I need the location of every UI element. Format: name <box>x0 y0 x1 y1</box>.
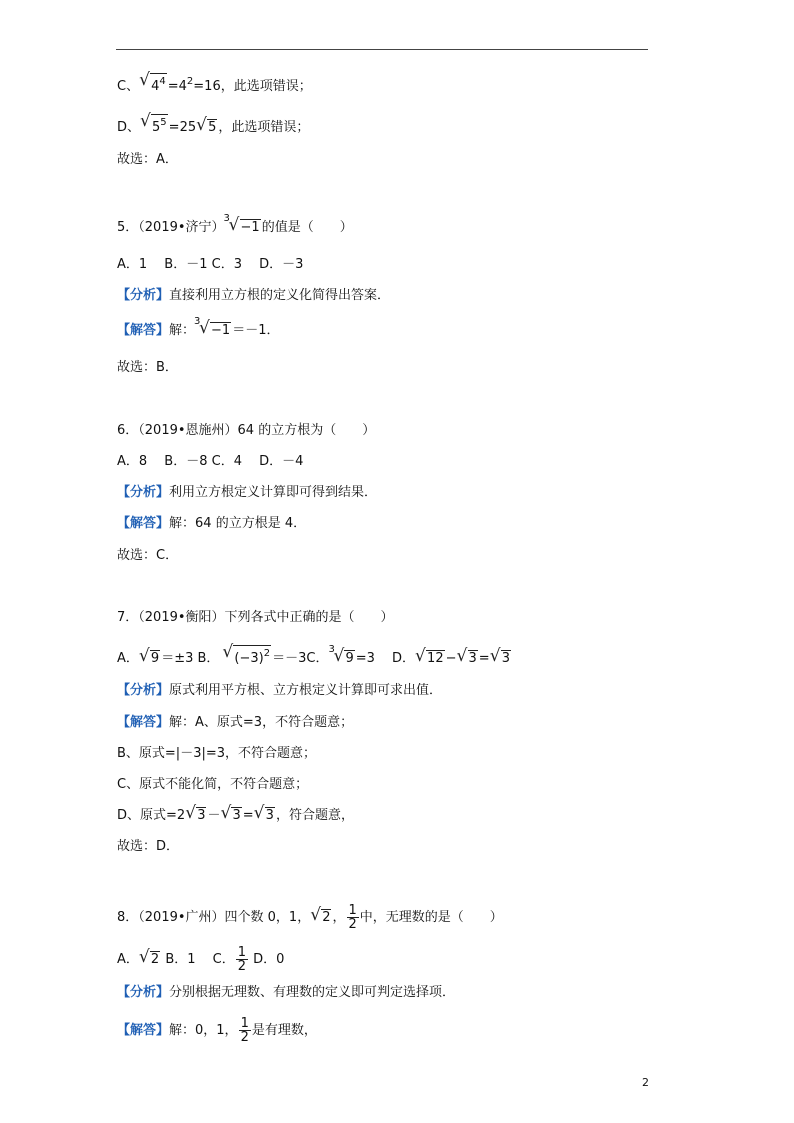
answer-line: 故选：D． <box>117 839 180 854</box>
operator: = <box>242 808 254 823</box>
cbrt-expression: 3 √ 9 <box>328 644 354 666</box>
solution-text: 解：A、原式=3，不符合题意； <box>169 715 354 730</box>
sqrt-expression: √ 2 <box>310 905 331 925</box>
question-5-options: A．1 B．－1 C．3 D．－3 <box>117 257 304 272</box>
solution-line <box>117 1016 317 1045</box>
solution-text: ＝－1． <box>232 323 280 338</box>
question-8 <box>117 903 503 932</box>
option-label: A． <box>117 952 139 967</box>
operator: − <box>445 651 457 666</box>
sqrt-expression: √ 5 <box>196 115 217 135</box>
analysis-line <box>117 681 442 703</box>
answer-line: 故选：B． <box>117 360 178 375</box>
analysis-text: 分别根据无理数、有理数的定义即可判定选择项． <box>169 985 456 1000</box>
solution-tag: 【解答】 <box>117 516 170 531</box>
sqrt-expression: √ 3 <box>456 646 477 666</box>
question-text: 8．（2019•广州）四个数 0，1， <box>117 910 311 925</box>
question-7-options <box>117 642 512 667</box>
option-label: D、 <box>117 120 141 135</box>
option-c-line <box>117 72 312 94</box>
cbrt-expression: 3 √ −1 <box>223 213 260 235</box>
solution-line <box>117 316 280 343</box>
analysis-tag: 【分析】 <box>117 288 170 303</box>
sqrt-expression: √ 3 <box>489 646 510 666</box>
sqrt-expression: √ 3 <box>185 803 206 823</box>
solution-line: B、原式=|－3|=3，不符合题意； <box>117 746 317 761</box>
analysis-line <box>117 483 377 505</box>
sqrt-expression: √ 3 <box>220 803 241 823</box>
question-6-options: A．8 B．－8 C．4 D．－4 <box>117 454 304 469</box>
equation-text: =25 <box>168 120 197 135</box>
option-text: D．0 <box>249 952 285 967</box>
sqrt-expression: √ 2 <box>138 947 160 967</box>
exponent: 2 <box>186 76 194 87</box>
solution-text: D、原式=2 <box>117 808 186 823</box>
question-7: 7．（2019•衡阳）下列各式中正确的是（ ） <box>117 610 394 625</box>
question-5 <box>117 213 353 240</box>
solution-line <box>117 803 354 828</box>
question-text: 5．（2019•济宁） <box>117 220 225 235</box>
analysis-line <box>117 983 455 1005</box>
solution-text: 解： <box>169 323 196 338</box>
solution-text: 是有理数， <box>251 1023 317 1038</box>
solution-text: 解：0，1， <box>169 1023 238 1038</box>
solution-line: C、原式不能化简，不符合题意； <box>117 777 309 792</box>
option-text: ＝±3 B． <box>161 651 220 666</box>
answer-line: 故选：C． <box>117 548 179 563</box>
header-rule <box>116 49 648 50</box>
analysis-tag: 【分析】 <box>117 485 170 500</box>
fraction: $\frac{1}{2}$ <box>348 903 357 932</box>
analysis-line <box>117 286 390 308</box>
exponent: 4 <box>159 76 166 87</box>
option-d-line <box>117 111 310 136</box>
analysis-text: 直接利用立方根的定义化简得出答案． <box>169 288 391 303</box>
sqrt-expression: √ $5^5$ <box>140 111 167 135</box>
solution-text: 解：64 的立方根是 4． <box>169 516 307 531</box>
option-text: ＝－3C． <box>272 651 329 666</box>
solution-text: ，符合题意， <box>275 808 354 823</box>
sqrt-expression: √ 3 <box>253 803 274 823</box>
option-text: B．1 C． <box>161 952 235 967</box>
question-text: 中，无理数的是（ ） <box>359 910 503 925</box>
question-6: 6．（2019•恩施州）64 的立方根为（ ） <box>117 423 376 438</box>
sqrt-expression: √ $(-3)^2$ <box>222 642 271 666</box>
equation-text: =4 <box>167 79 187 94</box>
separator: ， <box>332 910 346 925</box>
exponent: 5 <box>160 117 167 128</box>
solution-line <box>117 514 306 536</box>
solution-tag: 【解答】 <box>117 323 170 338</box>
exponent: 2 <box>263 648 271 659</box>
cbrt-expression: 3 √ −1 <box>194 316 231 338</box>
option-label: C、 <box>117 79 140 94</box>
radicand: 4 <box>151 79 160 94</box>
operator: － <box>207 808 221 823</box>
statement-text: =16，此选项错误； <box>193 79 312 94</box>
sqrt-expression: √ 12 <box>415 646 444 666</box>
solution-line <box>117 713 353 735</box>
page-number: 2 <box>642 1076 649 1089</box>
radicand: 5 <box>152 120 161 135</box>
solution-tag: 【解答】 <box>117 715 170 730</box>
radicand: (−3) <box>234 651 264 666</box>
answer-line: 故选：A． <box>117 152 178 167</box>
analysis-text: 利用立方根定义计算即可得到结果． <box>169 485 378 500</box>
option-text: =3 D． <box>355 651 416 666</box>
question-text: 的值是（ ） <box>261 220 353 235</box>
fraction: $\frac{1}{2}$ <box>237 945 247 974</box>
fraction: $\frac{1}{2}$ <box>240 1016 249 1045</box>
statement-text: ，此选项错误； <box>218 120 310 135</box>
solution-tag: 【解答】 <box>117 1023 170 1038</box>
analysis-tag: 【分析】 <box>117 985 170 1000</box>
sqrt-expression: √ 9 <box>138 646 160 666</box>
option-label: A． <box>117 651 139 666</box>
sqrt-expression: √ $4^4$ <box>139 70 166 94</box>
analysis-text: 原式利用平方根、立方根定义计算即可求出值． <box>169 683 443 698</box>
analysis-tag: 【分析】 <box>117 683 170 698</box>
operator: = <box>478 651 490 666</box>
question-8-options <box>117 945 285 974</box>
